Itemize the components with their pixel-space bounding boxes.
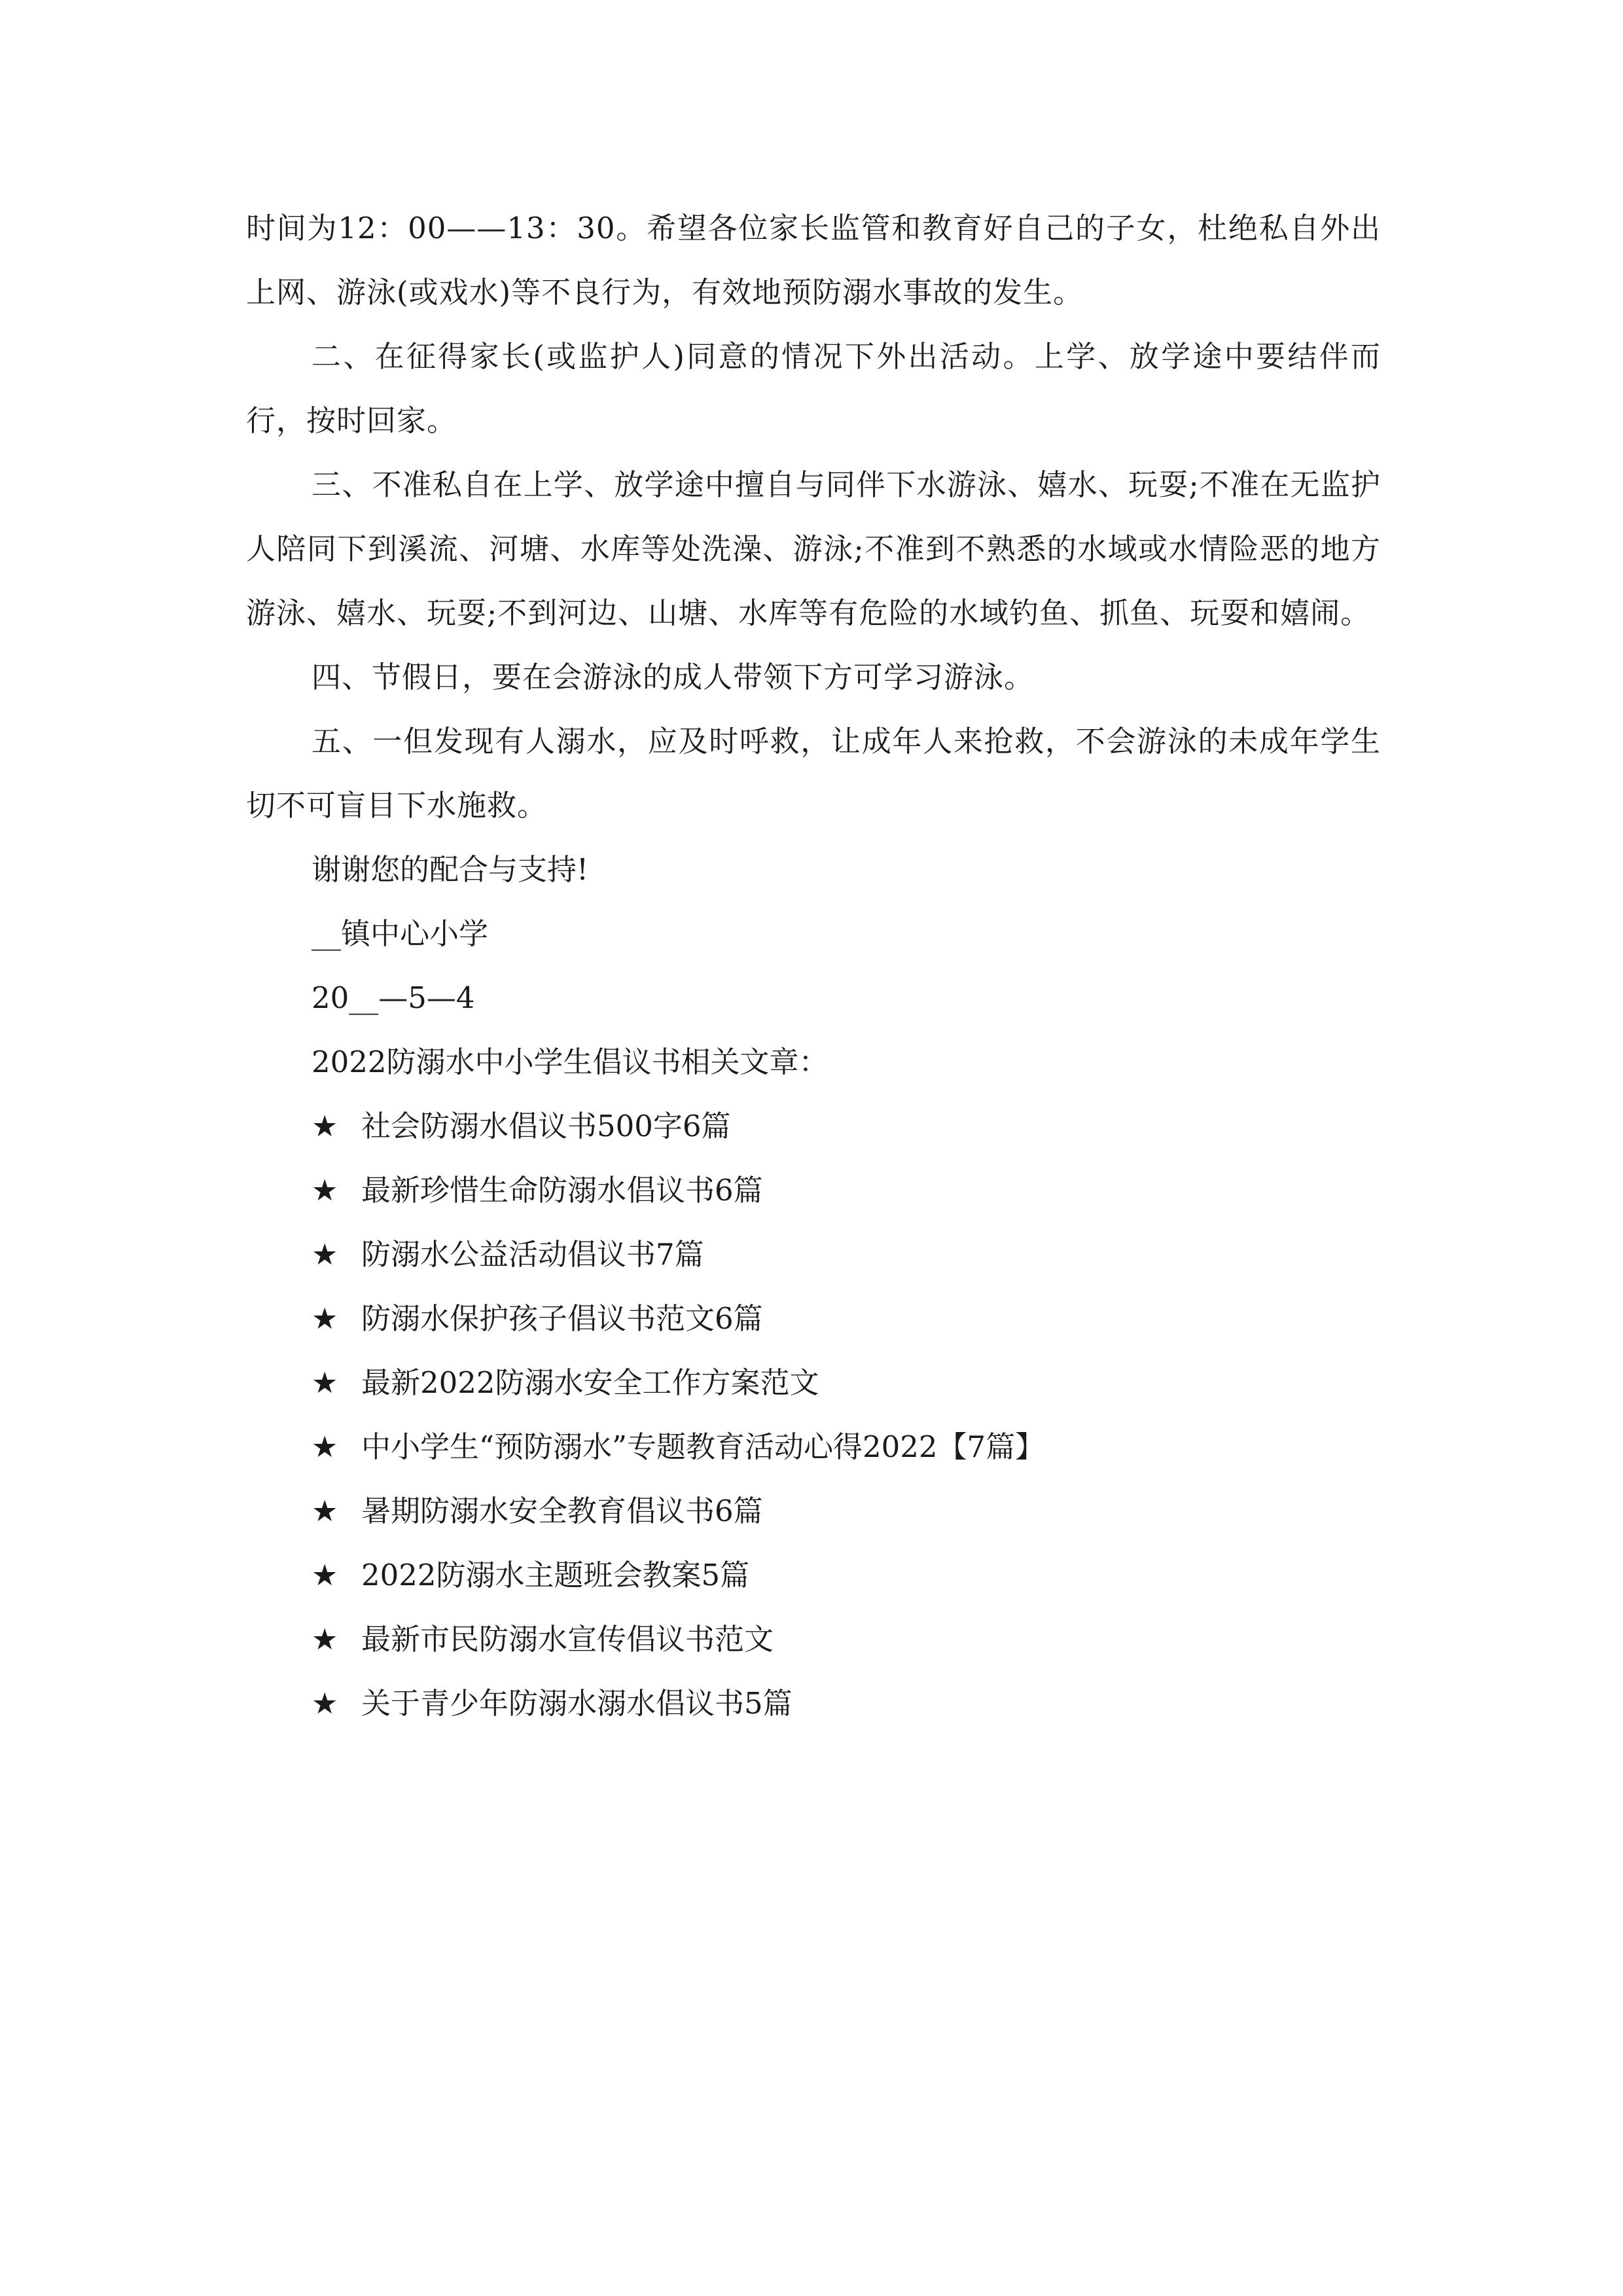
star-icon: ★ <box>312 1494 338 1528</box>
signature-date: 20__—5—4 <box>312 980 475 1015</box>
related-article-title: 最新珍惜生命防溺水倡议书6篇 <box>361 1173 763 1208</box>
star-icon: ★ <box>312 1429 338 1464</box>
related-article-title: 最新2022防溺水安全工作方案范文 <box>361 1365 819 1400</box>
list-item[interactable] <box>246 1223 1381 1287</box>
paragraph-item-3: 三、不准私自在上学、放学途中擅自与同伴下水游泳、嬉水、玩耍;不准在无监护人陪同下到溪流、河塘、水库等处洗澡、游泳;不准到不熟悉的水域或水情险恶的地方游泳、嬉水、玩耍;不到河边、山塘、水库等有危险的水域钓鱼、抓鱼、玩耍和嬉闹。 <box>246 467 1381 630</box>
list-item[interactable] <box>246 1672 1381 1736</box>
related-articles-list <box>246 1094 1381 1736</box>
related-article-title: 2022防溺水主题班会教案5篇 <box>361 1558 750 1592</box>
paragraph-time-notice: 时间为12：00——13：30。希望各位家长监管和教育好自己的子女，杜绝私自外出上网、游泳(或戏水)等不良行为，有效地预防溺水事故的发生。 <box>246 211 1381 310</box>
star-icon: ★ <box>312 1686 338 1721</box>
related-article-title: 社会防溺水倡议书500字6篇 <box>361 1109 731 1143</box>
closing-thanks: 谢谢您的配合与支持! <box>312 852 589 887</box>
list-item[interactable] <box>246 1351 1381 1415</box>
star-icon: ★ <box>312 1173 338 1208</box>
related-articles-heading: 2022防溺水中小学生倡议书相关文章： <box>312 1045 829 1079</box>
list-item[interactable] <box>246 1479 1381 1543</box>
related-article-title: 暑期防溺水安全教育倡议书6篇 <box>361 1494 763 1528</box>
related-article-title: 最新市民防溺水宣传倡议书范文 <box>361 1622 774 1657</box>
star-icon: ★ <box>312 1558 338 1592</box>
star-icon: ★ <box>312 1109 338 1143</box>
list-item[interactable] <box>246 1543 1381 1607</box>
related-article-title: 中小学生“预防溺水”专题教育活动心得2022【7篇】 <box>361 1429 1045 1464</box>
paragraph-item-4: 四、节假日，要在会游泳的成人带领下方可学习游泳。 <box>312 660 1035 694</box>
paragraph-item-5: 五、一但发现有人溺水，应及时呼救，让成年人来抢救，不会游泳的未成年学生切不可盲目下水施救。 <box>246 724 1381 823</box>
signature-school: __镇中心小学 <box>312 916 489 951</box>
document-body <box>246 196 1381 1736</box>
star-icon: ★ <box>312 1301 338 1336</box>
star-icon: ★ <box>312 1622 338 1657</box>
list-item[interactable] <box>246 1094 1381 1158</box>
list-item[interactable] <box>246 1607 1381 1672</box>
star-icon: ★ <box>312 1237 338 1272</box>
paragraph-item-2: 二、在征得家长(或监护人)同意的情况下外出活动。上学、放学途中要结伴而行，按时回家。 <box>246 339 1381 438</box>
list-item[interactable] <box>246 1415 1381 1479</box>
related-article-title: 防溺水保护孩子倡议书范文6篇 <box>361 1301 763 1336</box>
related-article-title: 防溺水公益活动倡议书7篇 <box>361 1237 704 1272</box>
related-article-title: 关于青少年防溺水溺水倡议书5篇 <box>361 1686 793 1721</box>
star-icon: ★ <box>312 1365 338 1400</box>
list-item[interactable] <box>246 1287 1381 1351</box>
list-item[interactable] <box>246 1158 1381 1223</box>
